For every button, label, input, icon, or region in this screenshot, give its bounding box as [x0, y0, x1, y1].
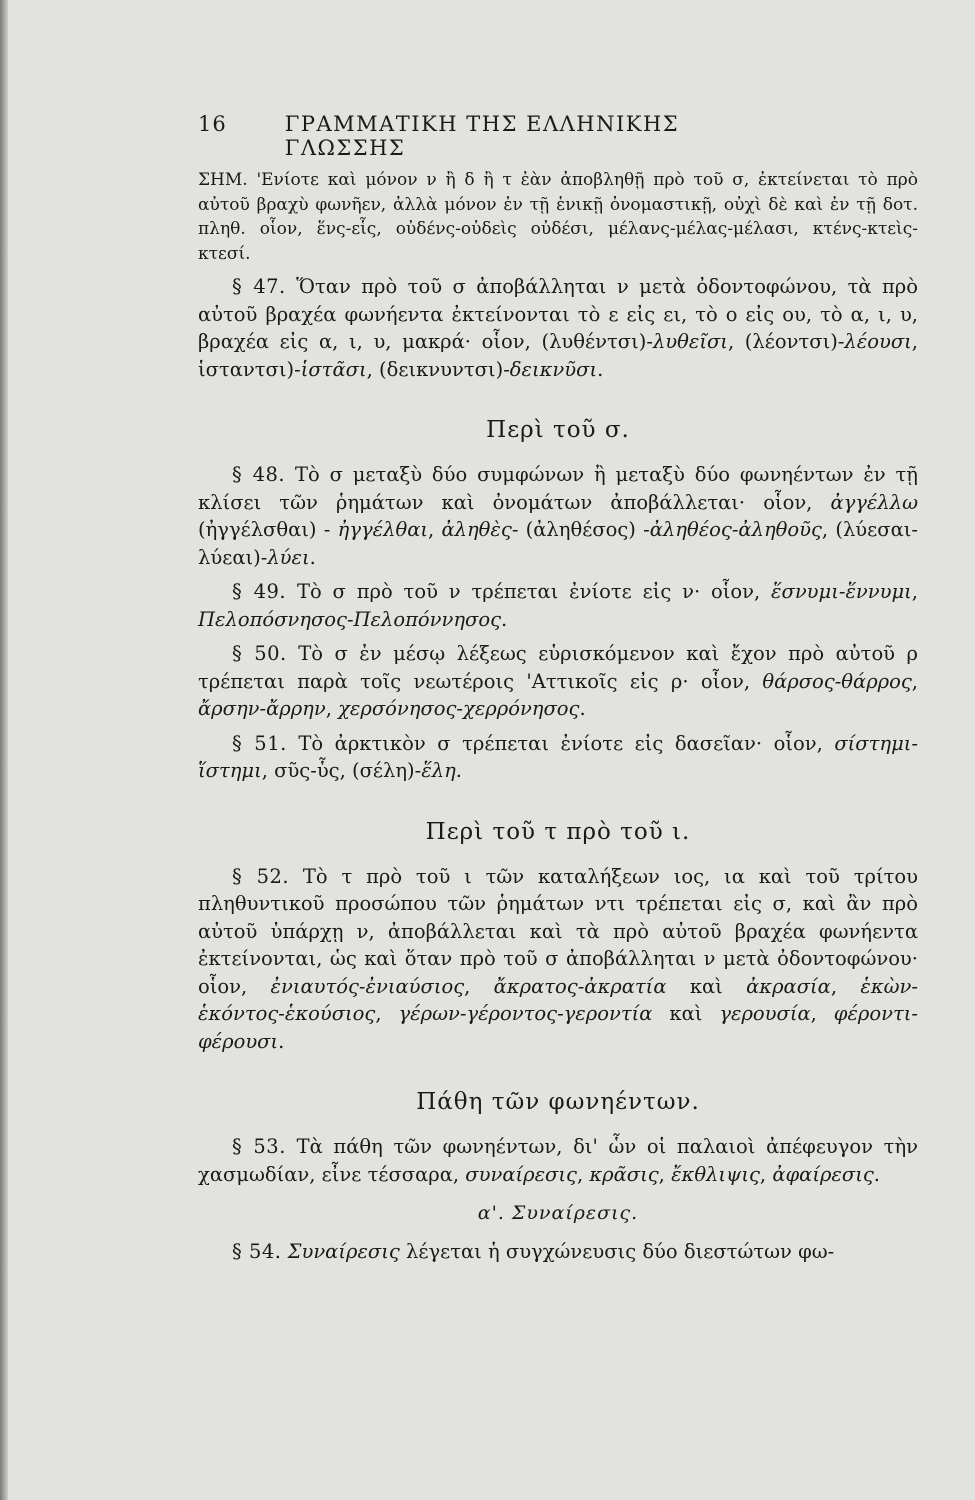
running-title: ΓΡΑΜΜΑΤΙΚΗ ΤΗΣ ΕΛΛΗΝΙΚΗΣ ΓΛΩΣΣΗΣ: [284, 112, 680, 160]
section-number: § 49.: [232, 580, 287, 603]
section-number: § 53.: [232, 1135, 286, 1158]
note-label: ΣΗΜ.: [198, 170, 248, 190]
section-number: § 50.: [232, 642, 287, 665]
paragraph-53: § 53. Τὰ πάθη τῶν φωνηέντων, δι' ὧν οἱ παλαιοὶ ἀπέφευγον τὴν χασμωδίαν, εἶνε τέσσαρα, συναίρεσις, κρᾶσις, ἔκθλιψις, ἀφαίρεσις.: [198, 1135, 918, 1186]
paragraph-47: § 47. Ὅταν πρὸ τοῦ σ ἀποβάλληται ν μετὰ ὀδοντοφώνου, τὰ πρὸ αὐτοῦ βραχέα φωνήεντα ἐκτείνονται τὸ ε εἰς ει, τὸ ο εἰς ου, τὸ α, ι, υ, βραχέα εἰς α, ι, υ, μακρά· οἷον, (λυθέντσι)-λυθεῖσι, (λέοντσι)-λέουσι, ἱσταντσι)-ἱστᾶσι, (δεικνυντσι)-δεικνῦσι.: [198, 275, 918, 381]
section-number: § 51.: [232, 731, 287, 755]
paragraph-51: § 51. Τὸ ἀρκτικὸν σ τρέπεται ἐνίοτε εἰς δασεῖαν· οἷον, σίστημι-ἵστημι, σῦς-ὗς, (σέλη)-ἕλη.: [198, 731, 918, 782]
running-header: [198, 112, 778, 160]
heading-pathi: Πάθη τῶν φωνηέντων.: [416, 1089, 700, 1115]
heading-synairesis: α'. Συναίρεσις.: [477, 1202, 639, 1224]
paragraph-52: § 52. Τὸ τ πρὸ τοῦ ι τῶν καταλήξεων ιος, ια καὶ τοῦ τρίτου πληθυντικοῦ προσώπου τῶν ῥημάτων ντι τρέπεται εἰς σ, καὶ ἂν πρὸ αὐτοῦ ὑπάρχῃ ν, ἀποβάλλεται καὶ τὰ πρὸ αὐτοῦ βραχέα φωνήεντα ἐκτείνονται, ὡς καὶ ὅταν πρὸ τοῦ σ ἀποβάλληται ν μετὰ ὀδοντοφώνου· οἷον, ἐνιαυτός-ἐνιαύσιος, ἄκρατος-ἀκρατία καὶ ἀκρασία, ἑκὼν-ἑκόντος-ἑκούσιος, γέρων-γέροντος-γεροντία καὶ γερουσία, φέροντι-φέρουσι.: [198, 864, 918, 1053]
text-body: [198, 168, 918, 1266]
page-number: 16: [198, 112, 227, 136]
page-edge-shadow: [0, 0, 8, 1500]
paragraph-54: § 54. Συναίρεσις λέγεται ἡ συγχώνευσις δύο διεστώτων φω-: [232, 1240, 835, 1263]
section-number: § 48.: [232, 463, 286, 486]
paragraph-50: § 50. Τὸ σ ἐν μέσῳ λέξεως εὑρισκόμενον καὶ ἔχον πρὸ αὐτοῦ ρ τρέπεται παρὰ τοῖς νεωτέροις 'Αττικοῖς εἰς ρ· οἷον, θάρσος-θάρρος, ἄρσην-ἄρρην, χερσόνησος-χερρόνησος.: [198, 642, 918, 720]
section-number: § 52.: [232, 864, 290, 888]
section-number: § 54.: [232, 1240, 282, 1263]
paragraph-49: § 49. Τὸ σ πρὸ τοῦ ν τρέπεται ἐνίοτε εἰς ν· οἷον, ἕσνυμι-ἕννυμι, Πελοπόσνησος-Πελοπόννησος.: [198, 580, 918, 631]
section-number: § 47.: [232, 275, 286, 298]
paragraph-48: § 48. Τὸ σ μεταξὺ δύο συμφώνων ἢ μεταξὺ δύο φωνηέντων ἐν τῇ κλίσει τῶν ῥημάτων καὶ ὀνομάτων ἀποβάλλεται· οἷον, ἀγγέλλω (ἠγγέλσθαι) - ἠγγέλθαι, ἀληθὲς- (ἀληθέσος) -ἀληθέος-ἀληθοῦς, (λύεσαι-λύεαι)-λύει.: [198, 463, 918, 569]
heading-tau: Περὶ τοῦ τ πρὸ τοῦ ι.: [425, 818, 691, 845]
note-paragraph: ΣΗΜ. 'Ενίοτε καὶ μόνον ν ἢ δ ἢ τ ἐὰν ἀποβληθῇ πρὸ τοῦ σ, ἐκτείνεται τὸ πρὸ αὐτοῦ βραχὺ φωνῆεν, ἀλλὰ μόνον ἐν τῇ ἑνικῇ ὀνομαστικῇ, οὐχὶ δὲ καὶ ἐν τῇ δοτ. πληθ. οἷον, ἕνς-εἷς, οὐδένς-οὐδεὶς οὐδέσι, μέλανς-μέλας-μέλασι, κτένς-κτεὶς-κτεσί.: [198, 170, 918, 264]
heading-sigma: Περὶ τοῦ σ.: [486, 417, 630, 443]
